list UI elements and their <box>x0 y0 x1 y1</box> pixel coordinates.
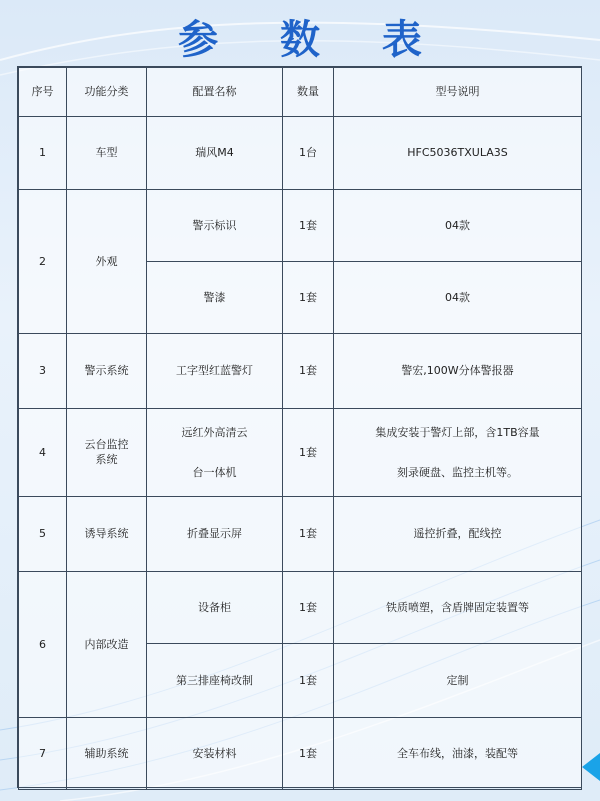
table-row <box>19 190 582 262</box>
row-config <box>147 409 283 497</box>
row-quantity: 1套 <box>283 572 334 644</box>
row-config-line1: 远红外高清云 <box>181 425 248 439</box>
row-model: 04款 <box>334 190 582 262</box>
row-model: 铁质喷塑，含盾牌固定装置等 <box>334 572 582 644</box>
table-row <box>19 718 582 790</box>
row-quantity: 1套 <box>283 262 334 334</box>
row-index: 3 <box>19 334 67 409</box>
row-model-line1: 集成安装于警灯上部，含1TB容量 <box>375 425 540 439</box>
row-quantity: 1套 <box>283 409 334 497</box>
row-model: 全车布线，油漆，装配等 <box>334 718 582 790</box>
header-index: 序号 <box>19 68 67 117</box>
table-row <box>19 409 582 497</box>
row-category: 辅助系统 <box>67 718 147 790</box>
row-model: 定制 <box>334 644 582 718</box>
row-quantity: 1套 <box>283 718 334 790</box>
row-index: 2 <box>19 190 67 334</box>
row-model: HFC5036TXULA3S <box>334 117 582 190</box>
header-category: 功能分类 <box>67 68 147 117</box>
table-row <box>19 117 582 190</box>
row-index: 5 <box>19 497 67 572</box>
row-category-line1: 云台监控 <box>84 438 129 452</box>
corner-arrow-icon <box>582 753 600 781</box>
row-config: 安装材料 <box>147 718 283 790</box>
header-config: 配置名称 <box>147 68 283 117</box>
row-index: 6 <box>19 572 67 718</box>
row-config: 警示标识 <box>147 190 283 262</box>
table-header-row <box>19 68 582 117</box>
row-index: 4 <box>19 409 67 497</box>
row-quantity: 1台 <box>283 117 334 190</box>
row-model: 04款 <box>334 262 582 334</box>
row-model-line2: 刻录硬盘、监控主机等。 <box>397 465 518 479</box>
header-quantity: 数量 <box>283 68 334 117</box>
row-category: 车型 <box>67 117 147 190</box>
spec-table-container <box>17 66 582 788</box>
table-row <box>19 334 582 409</box>
row-config-line2: 台一体机 <box>192 465 237 479</box>
row-model: 警宏,100W分体警报器 <box>334 334 582 409</box>
row-quantity: 1套 <box>283 334 334 409</box>
page-title: 参 数 表 <box>178 17 446 63</box>
spec-table <box>18 67 582 790</box>
row-quantity: 1套 <box>283 497 334 572</box>
row-config: 瑞风M4 <box>147 117 283 190</box>
row-index: 1 <box>19 117 67 190</box>
table-row <box>19 497 582 572</box>
row-model <box>334 409 582 497</box>
row-config: 工字型红蓝警灯 <box>147 334 283 409</box>
header-model: 型号说明 <box>334 68 582 117</box>
row-category: 内部改造 <box>67 572 147 718</box>
row-config: 设备柜 <box>147 572 283 644</box>
table-row <box>19 572 582 644</box>
row-config: 第三排座椅改制 <box>147 644 283 718</box>
row-config: 折叠显示屏 <box>147 497 283 572</box>
row-category-line2: 系统 <box>95 452 118 466</box>
row-quantity: 1套 <box>283 644 334 718</box>
row-quantity: 1套 <box>283 190 334 262</box>
row-index: 7 <box>19 718 67 790</box>
row-category <box>67 409 147 497</box>
row-category: 警示系统 <box>67 334 147 409</box>
row-category: 诱导系统 <box>67 497 147 572</box>
row-model: 遥控折叠，配线控 <box>334 497 582 572</box>
row-config: 警漆 <box>147 262 283 334</box>
row-category: 外观 <box>67 190 147 334</box>
